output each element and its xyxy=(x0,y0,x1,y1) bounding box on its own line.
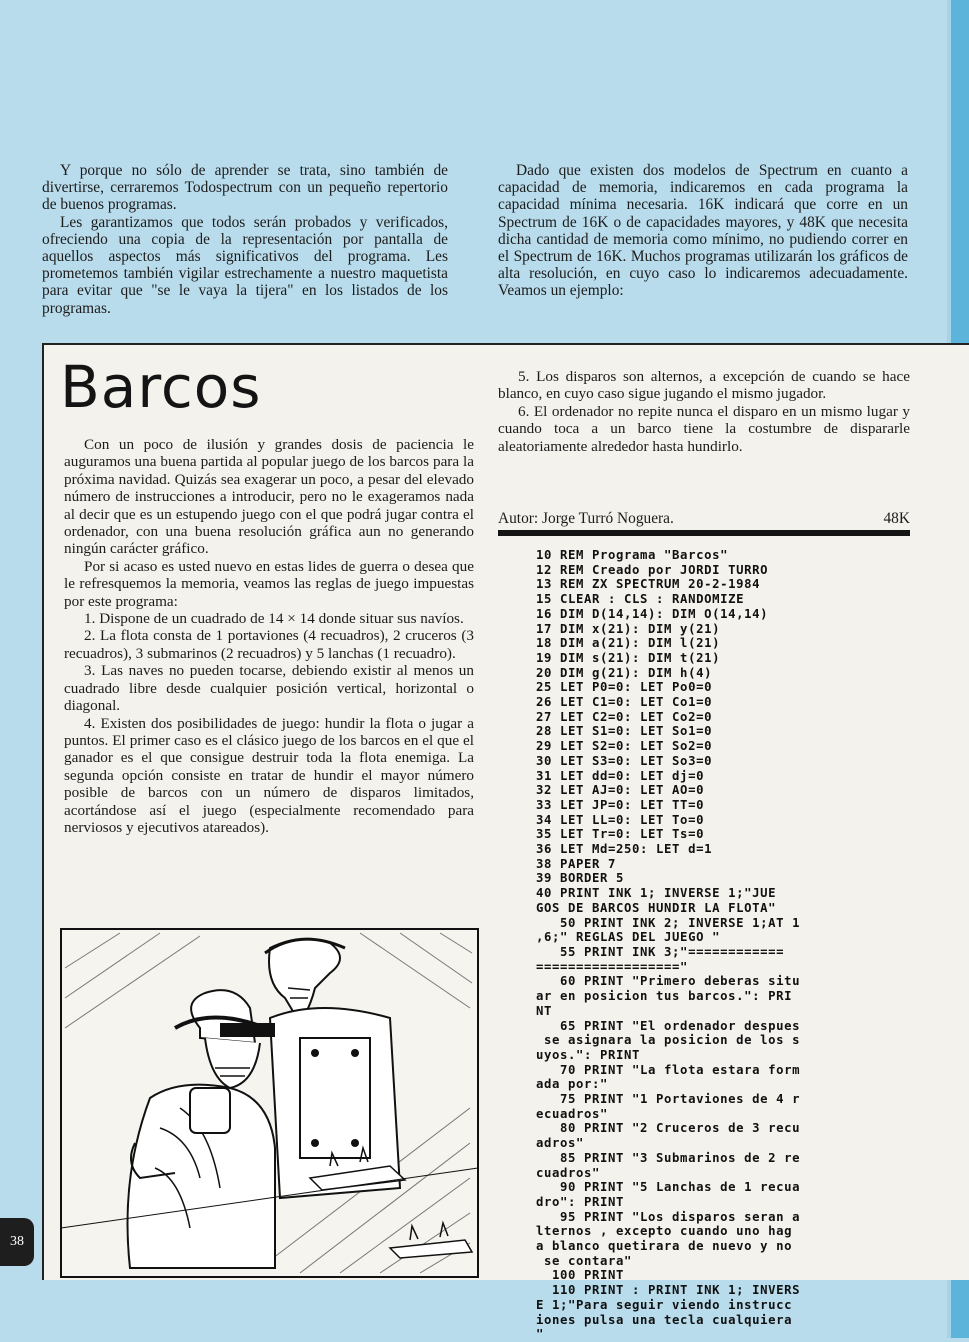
page-number: 38 xyxy=(10,1234,24,1249)
article-body xyxy=(64,436,474,836)
rule-item: 5. Los disparos son alternos, a excepción de cuando se hace blanco, en cuyo caso sigue jugando el mismo jugador. xyxy=(498,368,910,403)
intro-left-column xyxy=(42,162,448,317)
intro-paragraph: Y porque no sólo de aprender se trata, sino también de divertirse, cerraremos Todospectrum con un pequeño repertorio de buenos programas. xyxy=(42,162,448,214)
author-line xyxy=(498,510,910,528)
basic-listing: 10 REM Programa "Barcos" 12 REM Creado por JORDI TURRO 13 REM ZX SPECTRUM 20-2-1984 15 CLEAR : CLS : RANDOMIZE 16 DIM D(14,14): DIM O(14,14) 17 DIM x(21): DIM y(21) 18 DIM a(21): DIM l(21) 19 DIM s(21): DIM t(21) 20 DIM g(21): DIM h(4) 25 LET P0=0: LET Po0=0 26 LET C1=0: LET Co1=0 27 LET C2=0: LET Co2=0 28 LET S1=0: LET So1=0 29 LET S2=0: LET So2=0 30 LET S3=0: LET So3=0 31 LET dd=0: LET dj=0 32 LET AJ=0: LET AO=0 33 LET JP=0: LET TT=0 34 LET LL=0: LET To=0 35 LET Tr=0: LET Ts=0 36 LET Md=250: LET d=1 38 PAPER 7 39 BORDER 5 40 PRINT INK 1; INVERSE 1;"JUE GOS DE BARCOS HUNDIR LA FLOTA" 50 PRINT INK 2; INVERSE 1;AT 1 ,6;" REGLAS DEL JUEGO " 55 PRINT INK 3;"============ ==================" 60 PRINT "Primero deberas situ ar en posicion tus barcos.": PRI NT 65 PRINT "El ordenador despues se asignara la posicion de los s uyos.": PRINT 70 PRINT "La flota estara form ada por:" 75 PRINT "1 Portaviones de 4 r ecuadros" 80 PRINT "2 Cruceros de 3 recu adros" 85 PRINT "3 Submarinos de 2 re cuadros" 90 PRINT "5 Lanchas de 1 recua dro": PRINT 95 PRINT "Los disparos seran a lternos , excepto cuando uno hag a blanco quetirara de nuevo y no se contara" 100 PRINT 110 PRINT : PRINT INK 1; INVERS E 1;"Para seguir viendo instrucc iones pulsa una tecla cualquiera " xyxy=(536,548,801,1342)
article-paragraph: Con un poco de ilusión y grandes dosis de paciencia le auguramos una buena partida al popular juego de los barcos para la próxima navidad. Quizás sea exagerar un poco, a pesar del elevado número de instrucciones a introducir, pero no le exageramos nada al decir que es un estupendo juego con el que podrá jugar contra el ordenador, con una buena resolución gráfica aun no generando ningún carácter gráfico. xyxy=(64,436,474,558)
intro-paragraph: Dado que existen dos modelos de Spectrum en cuanto a capacidad de memoria, indicaremos en cada programa la capacidad mínima necesaria. 16K indicará que corre en un Spectrum de 16K o de capacidades mayores, y 48K que necesita dicha cantidad de memoria como mínimo, no pudiendo correr en el Spectrum de 16K. Muchos programas utilizarán los gráficos de alta resolución, en cuyo caso lo indicaremos adecuadamente. Veamos un ejemplo: xyxy=(498,162,908,300)
rule-item: 1. Dispone de un cuadrado de 14 × 14 donde situar sus navíos. xyxy=(84,610,464,628)
rule-item: 6. El ordenador no repite nunca el disparo en un mismo lugar y cuando toca a un barco tiene la costumbre de dispararle aleatoriamente alrededor hasta hundirlo. xyxy=(498,402,910,455)
author-credit: Autor: Jorge Turró Noguera. xyxy=(498,510,674,527)
article-title: Barcos xyxy=(60,353,262,421)
rule-item: 4. Existen dos posibilidades de juego: hundir la flota o jugar a puntos. El primer caso es el clásico juego de los barcos en el que el ganador es el que consigue destruir toda la flota enemiga. La segunda opción consiste en tratar de hundir el mayor número posible de barcos con un número de disparos limitados, acortándose así el juego (especialmente recomendado para nerviosos y ejecutivos atareados). xyxy=(64,714,474,836)
memory-requirement: 48K xyxy=(883,510,910,527)
sailors-illustration xyxy=(60,928,479,1278)
article-paragraph: Por si acaso es usted nuevo en estas lides de guerra o desea que le refresquemos la memoria, veamos las reglas de juego impuestas por este programa: xyxy=(64,557,474,610)
rule-item: 2. La flota consta de 1 portaviones (4 recuadros), 2 cruceros (3 recuadros), 3 submarinos (2 recuadros) y 5 lanchas (1 recuadro). xyxy=(64,627,474,662)
author-divider xyxy=(498,530,910,536)
rule-item: 3. Las naves no pueden tocarse, debiendo existir al menos un cuadrado libre desde cualquier posición vertical, horizontal o diagonal. xyxy=(64,662,474,715)
intro-right-column xyxy=(498,162,908,300)
rules-continued xyxy=(498,368,910,455)
page-number-badge xyxy=(0,1218,34,1266)
intro-paragraph: Les garantizamos que todos serán probados y verificados, ofreciendo una copia de la representación por pantalla de aquellos aspectos más significativos del programa. Les prometemos también vigilar estrechamente a nuestro maquetista para evitar que "se le vaya la tijera" en los listados de los programas. xyxy=(42,213,448,317)
